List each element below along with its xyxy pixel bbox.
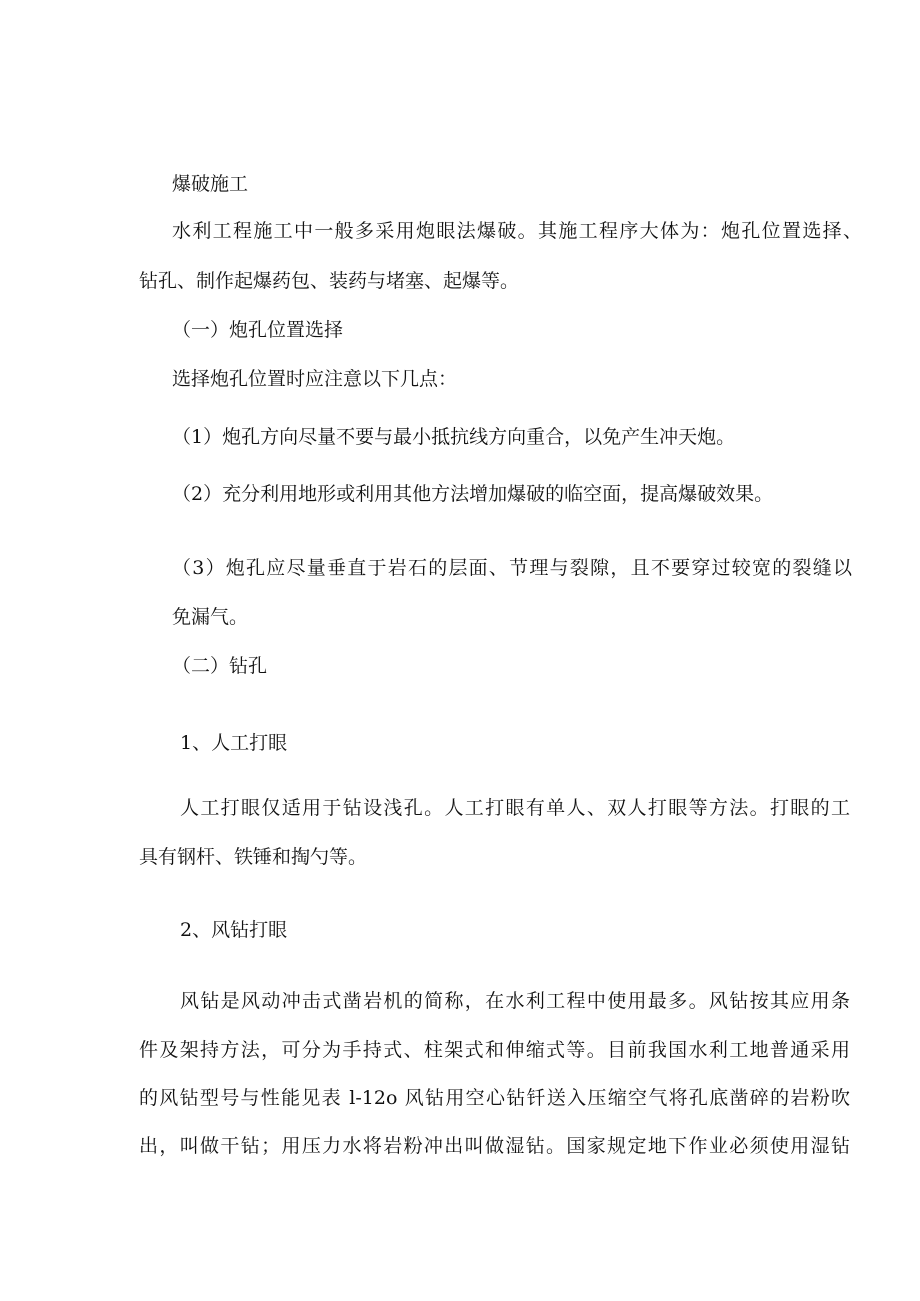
section-1-item-2: （2）充分利用地形或利用其他方法增加爆破的临空面，提高爆破效果。 <box>172 483 774 505</box>
subsection-2-line-3: 的风钻型号与性能见表 l-12o 风钻用空心钻钎送入压缩空气将孔底凿碎的岩粉吹 <box>139 1087 850 1109</box>
intro-line-1: 水利工程施工中一般多采用炮眼法爆破。其施工程序大体为：炮孔位置选择、 <box>172 220 862 242</box>
section-1-item-3-line-1: （3）炮孔应尽量垂直于岩石的层面、节理与裂隙，且不要穿过较宽的裂缝以 <box>172 557 852 579</box>
subsection-1-heading: 1、人工打眼 <box>180 732 288 754</box>
subsection-2-line-2: 件及架持方法，可分为手持式、柱架式和伸缩式等。目前我国水利工地普通采用 <box>139 1039 850 1061</box>
intro-line-2: 钻孔、制作起爆药包、装药与堵塞、起爆等。 <box>139 270 520 292</box>
subsection-1-line-1: 人工打眼仅适用于钻设浅孔。人工打眼有单人、双人打眼等方法。打眼的工 <box>180 797 850 819</box>
section-2-heading: （二）钻孔 <box>172 655 268 677</box>
subsection-1-line-2: 具有钢杆、铁锤和掏勺等。 <box>139 846 368 868</box>
section-1-heading: （一）炮孔位置选择 <box>172 319 344 341</box>
section-1-item-1: （1）炮孔方向尽量不要与最小抵抗线方向重合，以免产生冲天炮。 <box>172 426 736 448</box>
section-1-item-3-line-2: 免漏气。 <box>172 606 249 628</box>
section-1-lead: 选择炮孔位置时应注意以下几点： <box>172 368 458 390</box>
document-title: 爆破施工 <box>172 173 249 195</box>
subsection-2-line-1: 风钻是风动冲击式凿岩机的简称，在水利工程中使用最多。风钻按其应用条 <box>180 990 850 1012</box>
subsection-2-line-4: 出，叫做干钻；用压力水将岩粉冲出叫做湿钻。国家规定地下作业必须使用湿钻 <box>139 1135 850 1157</box>
subsection-2-heading: 2、风钻打眼 <box>180 919 288 941</box>
